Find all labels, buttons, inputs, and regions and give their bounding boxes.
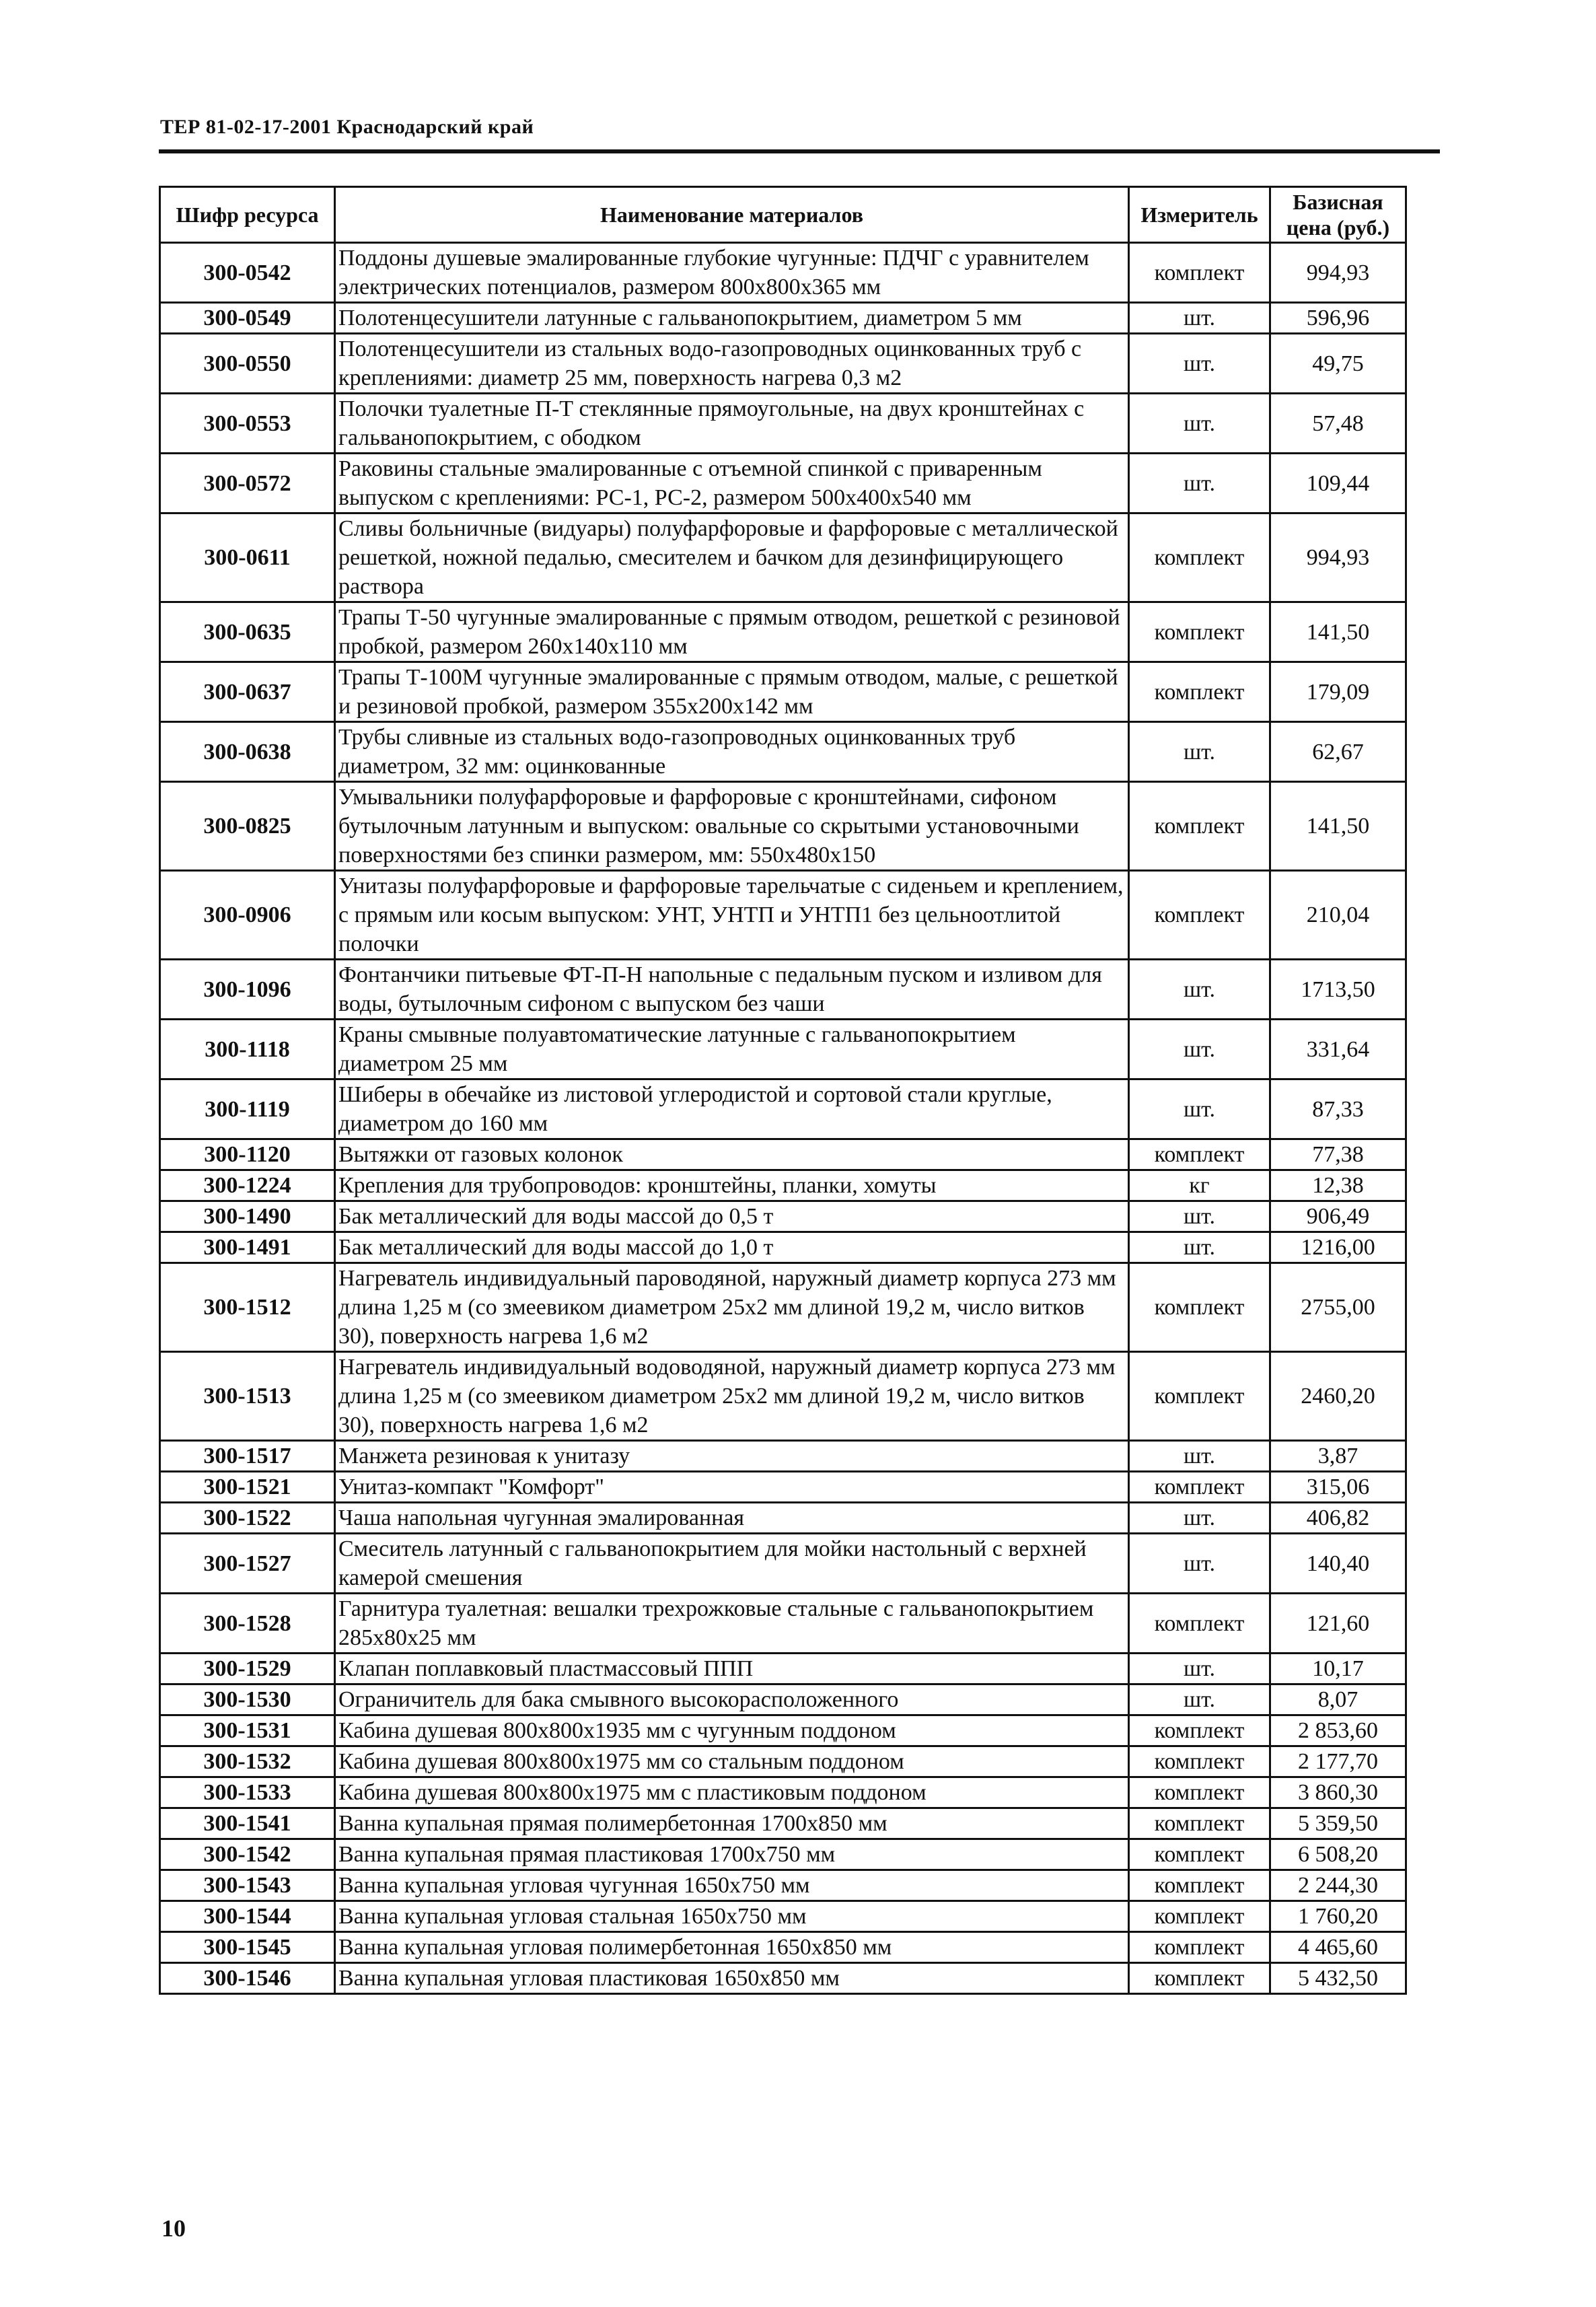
cell-unit: шт. [1129,1441,1270,1472]
table-row [160,454,1406,513]
cell-unit: шт. [1129,1684,1270,1715]
cell-unit: комплект [1129,1963,1270,1994]
cell-unit: комплект [1129,1901,1270,1932]
cell-price: 179,09 [1270,662,1406,722]
cell-name: Кабина душевая 800x800x1935 мм с чугунным поддоном [335,1715,1129,1746]
cell-price: 140,40 [1270,1534,1406,1594]
table-row [160,960,1406,1020]
cell-code: 300-1542 [160,1839,335,1870]
cell-name: Крепления для трубопроводов: кронштейны, планки, хомуты [335,1170,1129,1201]
cell-unit: шт. [1129,1079,1270,1139]
table-row [160,1139,1406,1170]
cell-name: Унитаз-компакт "Комфорт" [335,1472,1129,1503]
cell-name: Унитазы полуфарфоровые и фарфоровые тарельчатые с сиденьем и креплением, с прямым или косым выпуском: УНТ, УНТП и УНТП1 без цельноотлитой полочки [335,871,1129,960]
cell-unit: кг [1129,1170,1270,1201]
table-row [160,1870,1406,1901]
cell-name: Клапан поплавковый пластмассовый ППП [335,1654,1129,1684]
table-row [160,1808,1406,1839]
cell-unit: шт. [1129,394,1270,454]
cell-code: 300-0550 [160,334,335,394]
cell-code: 300-0638 [160,722,335,782]
cell-code: 300-0825 [160,782,335,871]
cell-unit: шт. [1129,1020,1270,1079]
cell-code: 300-1545 [160,1932,335,1963]
cell-price: 10,17 [1270,1654,1406,1684]
cell-name: Кабина душевая 800x800x1975 мм с пластиковым поддоном [335,1777,1129,1808]
cell-unit: шт. [1129,722,1270,782]
cell-name: Краны смывные полуавтоматические латунные с гальванопокрытием диаметром 25 мм [335,1020,1129,1079]
cell-code: 300-1513 [160,1352,335,1441]
cell-code: 300-1224 [160,1170,335,1201]
cell-unit: комплект [1129,1777,1270,1808]
cell-name: Ванна купальная угловая полимербетонная 1650x850 мм [335,1932,1129,1963]
table-row [160,1839,1406,1870]
cell-unit: шт. [1129,1534,1270,1594]
table-row [160,1594,1406,1654]
cell-code: 300-0637 [160,662,335,722]
cell-code: 300-0542 [160,243,335,303]
page-number: 10 [161,2215,186,2242]
cell-name: Бак металлический для воды массой до 1,0 т [335,1232,1129,1263]
cell-code: 300-1491 [160,1232,335,1263]
cell-name: Манжета резиновая к унитазу [335,1441,1129,1472]
cell-price: 2460,20 [1270,1352,1406,1441]
table-row [160,1503,1406,1534]
cell-code: 300-1527 [160,1534,335,1594]
header-divider [159,149,1440,153]
cell-price: 4 465,60 [1270,1932,1406,1963]
table-row [160,1534,1406,1594]
cell-name: Нагреватель индивидуальный водоводяной, наружный диаметр корпуса 273 мм длина 1,25 м (со змеевиком диаметром 25x2 мм длиной 19,2 м, число витков 30), поверхность нагрева 1,6 м2 [335,1352,1129,1441]
table-row [160,1777,1406,1808]
cell-price: 315,06 [1270,1472,1406,1503]
cell-name: Трапы Т-50 чугунные эмалированные с прямым отводом, решеткой с резиновой пробкой, размером 260x140x110 мм [335,602,1129,662]
cell-code: 300-0572 [160,454,335,513]
table-row [160,782,1406,871]
cell-code: 300-1533 [160,1777,335,1808]
cell-unit: комплект [1129,513,1270,602]
cell-name: Умывальники полуфарфоровые и фарфоровые с кронштейнами, сифоном бутылочным латунным и выпуском: овальные со скрытыми установочными поверхностями без спинки размером, мм: 550x480x150 [335,782,1129,871]
table-row [160,1472,1406,1503]
cell-price: 1713,50 [1270,960,1406,1020]
table-row [160,394,1406,454]
cell-unit: комплект [1129,602,1270,662]
cell-code: 300-1521 [160,1472,335,1503]
cell-unit: шт. [1129,1201,1270,1232]
cell-unit: комплект [1129,871,1270,960]
cell-code: 300-1120 [160,1139,335,1170]
cell-unit: комплект [1129,662,1270,722]
cell-unit: шт. [1129,334,1270,394]
table-row [160,1963,1406,1994]
cell-unit: шт. [1129,1503,1270,1534]
table-row [160,1715,1406,1746]
table-row [160,513,1406,602]
cell-name: Ванна купальная угловая стальная 1650x750 мм [335,1901,1129,1932]
cell-unit: комплект [1129,1594,1270,1654]
cell-price: 2 853,60 [1270,1715,1406,1746]
table-row [160,1170,1406,1201]
cell-price: 3 860,30 [1270,1777,1406,1808]
cell-price: 57,48 [1270,394,1406,454]
cell-price: 210,04 [1270,871,1406,960]
table-row [160,1201,1406,1232]
cell-code: 300-1544 [160,1901,335,1932]
cell-name: Ванна купальная угловая пластиковая 1650x850 мм [335,1963,1129,1994]
cell-price: 1 760,20 [1270,1901,1406,1932]
cell-code: 300-1546 [160,1963,335,1994]
cell-name: Бак металлический для воды массой до 0,5 т [335,1201,1129,1232]
cell-name: Ограничитель для бака смывного высокорасположенного [335,1684,1129,1715]
table-row [160,1352,1406,1441]
cell-unit: комплект [1129,1932,1270,1963]
cell-price: 77,38 [1270,1139,1406,1170]
cell-code: 300-1118 [160,1020,335,1079]
table-row [160,1932,1406,1963]
cell-price: 2755,00 [1270,1263,1406,1352]
cell-price: 109,44 [1270,454,1406,513]
cell-code: 300-1522 [160,1503,335,1534]
cell-price: 5 359,50 [1270,1808,1406,1839]
cell-price: 8,07 [1270,1684,1406,1715]
cell-name: Фонтанчики питьевые ФТ-П-Н напольные с педальным пуском и изливом для воды, бутылочным сифоном с выпуском без чаши [335,960,1129,1020]
cell-price: 1216,00 [1270,1232,1406,1263]
cell-name: Поддоны душевые эмалированные глубокие чугунные: ПДЧГ с уравнителем электрических потенциалов, размером 800x800x365 мм [335,243,1129,303]
cell-name: Нагреватель индивидуальный пароводяной, наружный диаметр корпуса 273 мм длина 1,25 м (со змеевиком диаметром 25x2 мм длиной 19,2 м, число витков 30), поверхность нагрева 1,6 м2 [335,1263,1129,1352]
cell-unit: комплект [1129,1808,1270,1839]
cell-price: 121,60 [1270,1594,1406,1654]
cell-name: Раковины стальные эмалированные с отъемной спинкой с приваренным выпуском с креплениями: РС-1, РС-2, размером 500x400x540 мм [335,454,1129,513]
cell-name: Полотенцесушители латунные с гальванопокрытием, диаметром 5 мм [335,303,1129,334]
table-row [160,1746,1406,1777]
cell-price: 3,87 [1270,1441,1406,1472]
cell-code: 300-0906 [160,871,335,960]
table-row [160,662,1406,722]
cell-code: 300-0549 [160,303,335,334]
column-header-price: Базисная цена (руб.) [1270,187,1406,243]
cell-code: 300-1532 [160,1746,335,1777]
cell-code: 300-1096 [160,960,335,1020]
table-row [160,602,1406,662]
table-row [160,1684,1406,1715]
cell-unit: шт. [1129,454,1270,513]
cell-code: 300-1543 [160,1870,335,1901]
cell-price: 62,67 [1270,722,1406,782]
cell-unit: шт. [1129,303,1270,334]
cell-price: 6 508,20 [1270,1839,1406,1870]
materials-table [159,186,1407,1995]
table-header-row [160,187,1406,243]
column-header-name: Наименование материалов [335,187,1129,243]
cell-code: 300-1512 [160,1263,335,1352]
cell-code: 300-1531 [160,1715,335,1746]
cell-code: 300-0553 [160,394,335,454]
cell-price: 49,75 [1270,334,1406,394]
table-row [160,871,1406,960]
cell-name: Вытяжки от газовых колонок [335,1139,1129,1170]
column-header-unit: Измеритель [1129,187,1270,243]
cell-price: 331,64 [1270,1020,1406,1079]
table-row [160,243,1406,303]
cell-name: Полотенцесушители из стальных водо-газопроводных оцинкованных труб с креплениями: диаметр 25 мм, поверхность нагрева 0,3 м2 [335,334,1129,394]
cell-price: 141,50 [1270,782,1406,871]
cell-code: 300-0635 [160,602,335,662]
cell-name: Чаша напольная чугунная эмалированная [335,1503,1129,1534]
document-header: ТЕР 81-02-17-2001 Краснодарский край [160,116,534,138]
cell-unit: комплект [1129,1352,1270,1441]
cell-unit: комплект [1129,1472,1270,1503]
cell-price: 2 244,30 [1270,1870,1406,1901]
cell-unit: комплект [1129,782,1270,871]
cell-name: Ванна купальная прямая полимербетонная 1700x850 мм [335,1808,1129,1839]
cell-code: 300-1530 [160,1684,335,1715]
cell-price: 2 177,70 [1270,1746,1406,1777]
cell-price: 406,82 [1270,1503,1406,1534]
cell-unit: комплект [1129,1746,1270,1777]
cell-name: Ванна купальная угловая чугунная 1650x750 мм [335,1870,1129,1901]
cell-price: 596,96 [1270,303,1406,334]
cell-price: 12,38 [1270,1170,1406,1201]
cell-price: 994,93 [1270,513,1406,602]
cell-name: Трапы Т-100М чугунные эмалированные с прямым отводом, малые, с решеткой и резиновой пробкой, размером 355x200x142 мм [335,662,1129,722]
cell-code: 300-1517 [160,1441,335,1472]
table-body [160,243,1406,1994]
cell-code: 300-1528 [160,1594,335,1654]
cell-name: Гарнитура туалетная: вешалки трехрожковые стальные с гальванопокрытием 285x80x25 мм [335,1594,1129,1654]
cell-unit: шт. [1129,1654,1270,1684]
cell-price: 87,33 [1270,1079,1406,1139]
cell-price: 906,49 [1270,1201,1406,1232]
table-row [160,1901,1406,1932]
table-row [160,1263,1406,1352]
cell-name: Полочки туалетные П-Т стеклянные прямоугольные, на двух кронштейнах с гальванопокрытием, с ободком [335,394,1129,454]
table-row [160,303,1406,334]
cell-name: Сливы больничные (видуары) полуфарфоровые и фарфоровые с металлической решеткой, ножной педалью, смесителем и бачком для дезинфицирующего раствора [335,513,1129,602]
cell-price: 5 432,50 [1270,1963,1406,1994]
cell-unit: комплект [1129,1870,1270,1901]
cell-unit: комплект [1129,243,1270,303]
table-row [160,1232,1406,1263]
cell-unit: комплект [1129,1715,1270,1746]
column-header-code: Шифр ресурса [160,187,335,243]
cell-unit: шт. [1129,1232,1270,1263]
cell-name: Кабина душевая 800x800x1975 мм со стальным поддоном [335,1746,1129,1777]
table-row [160,334,1406,394]
cell-unit: комплект [1129,1263,1270,1352]
cell-name: Трубы сливные из стальных водо-газопроводных оцинкованных труб диаметром, 32 мм: оцинкованные [335,722,1129,782]
cell-name: Ванна купальная прямая пластиковая 1700x750 мм [335,1839,1129,1870]
cell-price: 141,50 [1270,602,1406,662]
cell-name: Смеситель латунный с гальванопокрытием для мойки настольный с верхней камерой смешения [335,1534,1129,1594]
cell-code: 300-1529 [160,1654,335,1684]
cell-code: 300-1119 [160,1079,335,1139]
table-row [160,1020,1406,1079]
cell-name: Шиберы в обечайке из листовой углеродистой и сортовой стали круглые, диаметром до 160 мм [335,1079,1129,1139]
cell-code: 300-1541 [160,1808,335,1839]
cell-unit: шт. [1129,960,1270,1020]
cell-price: 994,93 [1270,243,1406,303]
cell-code: 300-1490 [160,1201,335,1232]
table-row [160,1441,1406,1472]
cell-unit: комплект [1129,1839,1270,1870]
cell-code: 300-0611 [160,513,335,602]
table-row [160,1079,1406,1139]
cell-unit: комплект [1129,1139,1270,1170]
table-row [160,722,1406,782]
table-row [160,1654,1406,1684]
